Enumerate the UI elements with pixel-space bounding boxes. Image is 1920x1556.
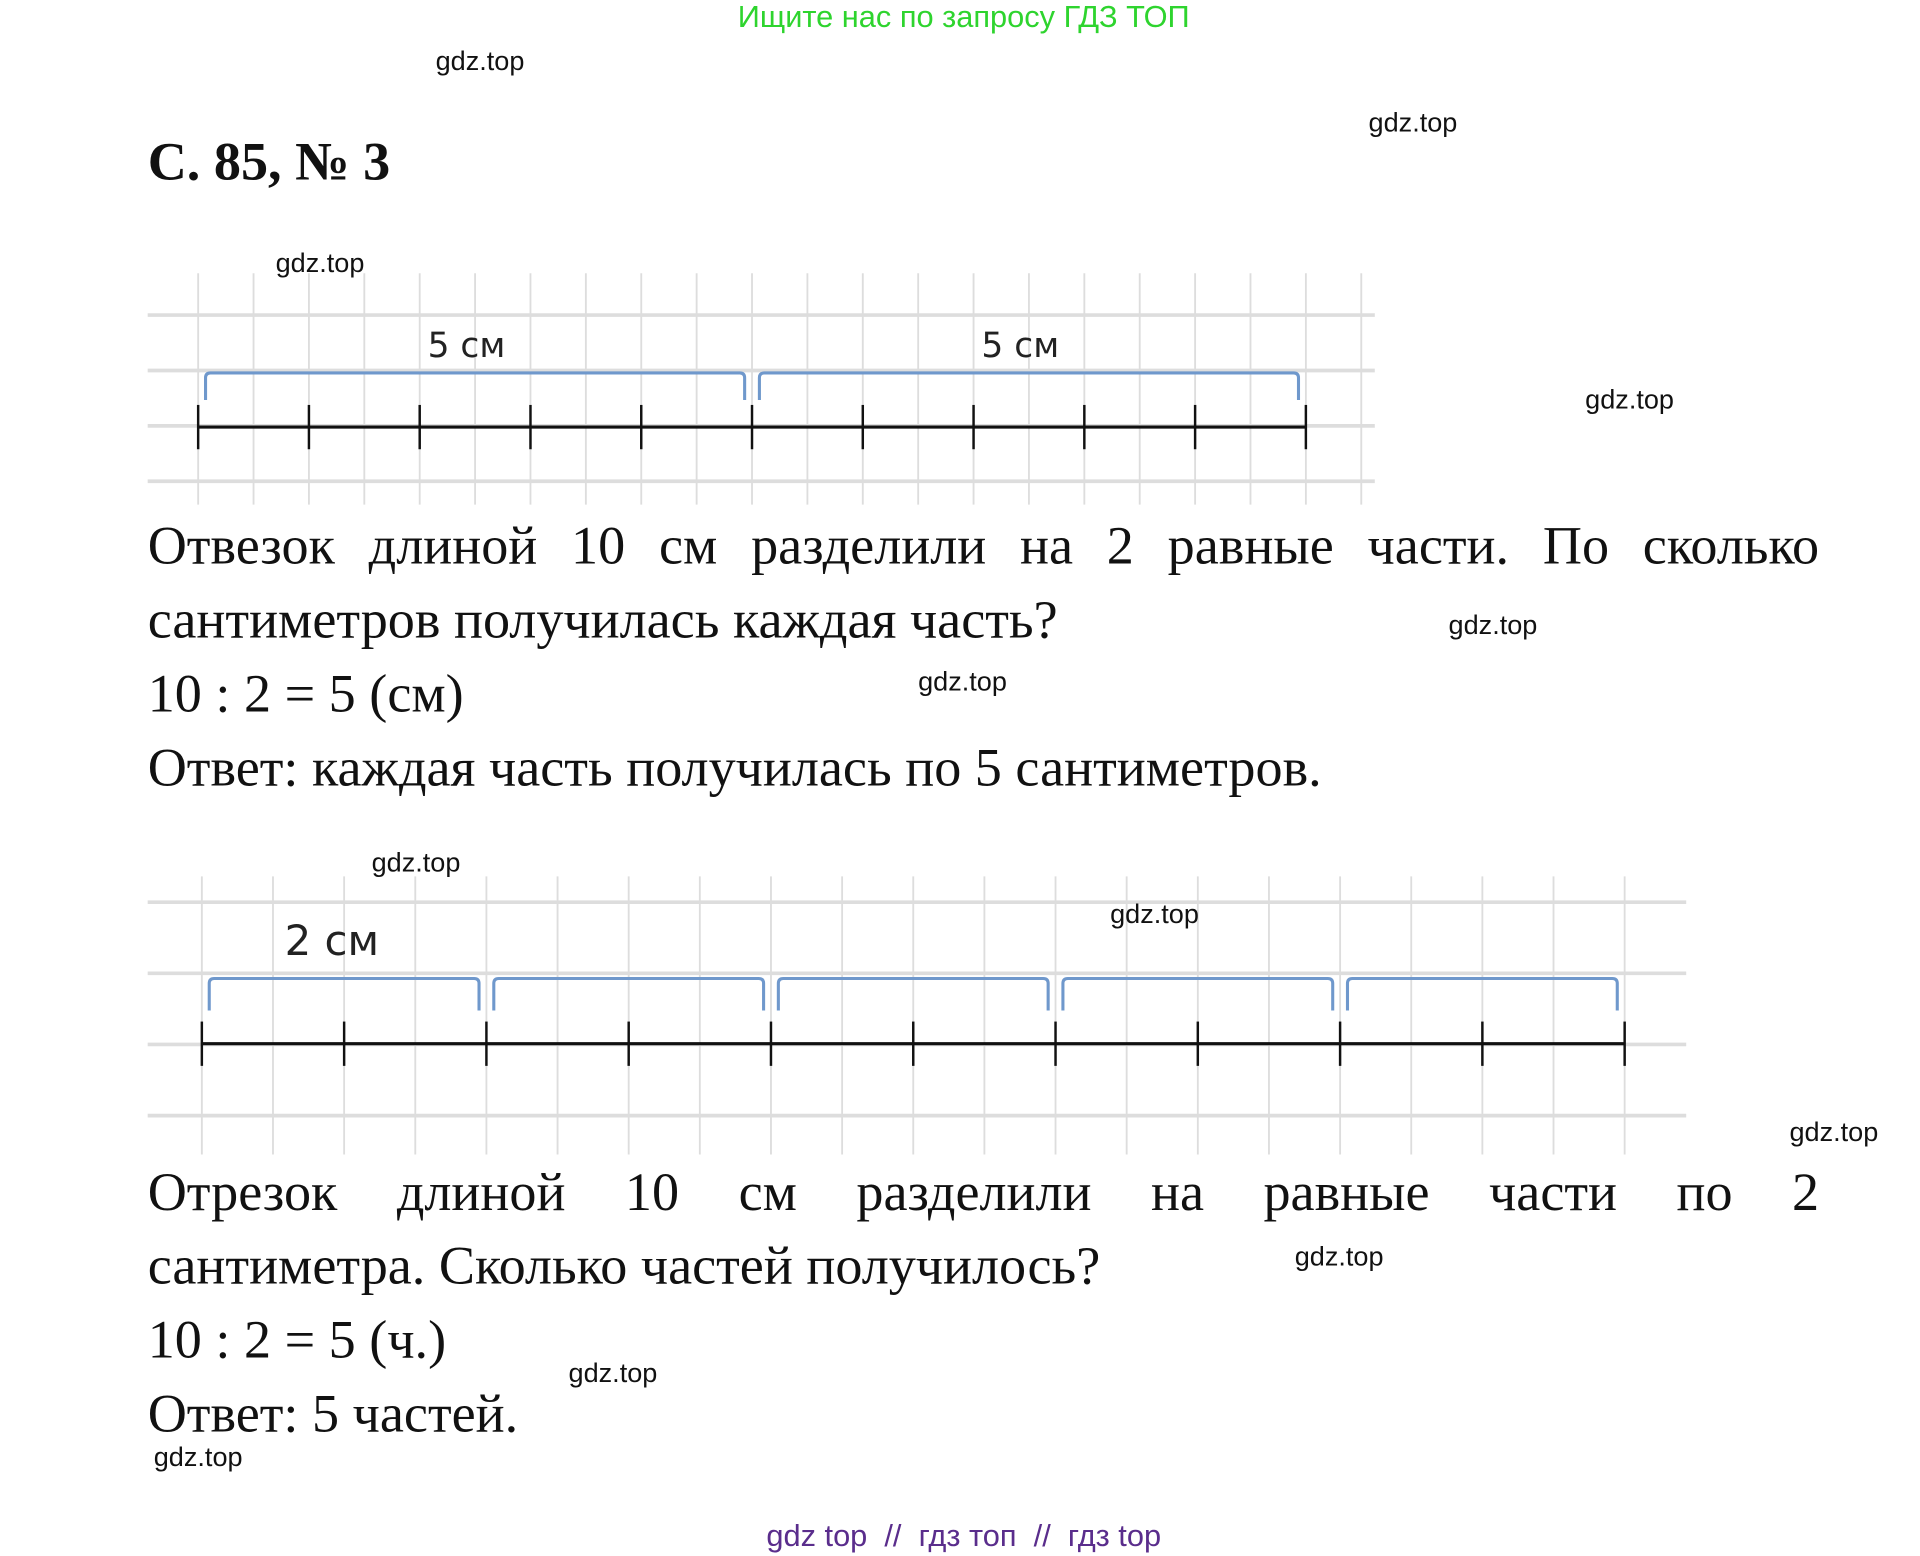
task-1-answer: Ответ: каждая часть получилась по 5 сантиметров. <box>147 737 1322 798</box>
task-2-answer: Ответ: 5 частей. <box>147 1383 519 1444</box>
task-1-line-1: Отвезок длиной 10 см разделили на 2 равные части. По сколько <box>147 515 1820 577</box>
watermark: gdz.top <box>1294 1240 1384 1272</box>
promo-banner[interactable]: Ищите нас по запросу ГДЗ ТОП <box>737 0 1190 35</box>
watermark: gdz.top <box>918 665 1007 697</box>
task-1-line-2: сантиметров получилась каждая часть? <box>147 589 1058 650</box>
watermark: gdz.top <box>153 1441 243 1473</box>
watermark: gdz.top <box>1448 609 1538 641</box>
watermark: gdz.top <box>1789 1116 1879 1148</box>
part-label: 5 см <box>981 325 1060 366</box>
watermark: gdz.top <box>1585 384 1674 415</box>
page-title: С. 85, № 3 <box>147 131 391 193</box>
watermark: gdz.top <box>435 45 525 77</box>
task-2-line-2: сантиметра. Сколько частей получилось? <box>147 1235 1101 1297</box>
watermark: gdz.top <box>1368 107 1458 138</box>
footer-links[interactable]: gdz top // гдз топ // гдз top <box>766 1518 1162 1554</box>
watermark: gdz.top <box>568 1357 658 1389</box>
watermark: gdz.top <box>371 846 461 878</box>
watermark: gdz.top <box>1110 898 1199 930</box>
watermark: gdz.top <box>275 247 365 279</box>
task-2-line-1: Отрезок длиной 10 см разделили на равные части по 2 <box>147 1161 1820 1223</box>
task-1-solution: 10 : 2 = 5 (см) <box>147 663 464 724</box>
task-2-solution: 10 : 2 = 5 (ч.) <box>147 1309 447 1370</box>
part-label: 2 см <box>284 916 380 966</box>
part-label: 5 см <box>427 325 506 366</box>
